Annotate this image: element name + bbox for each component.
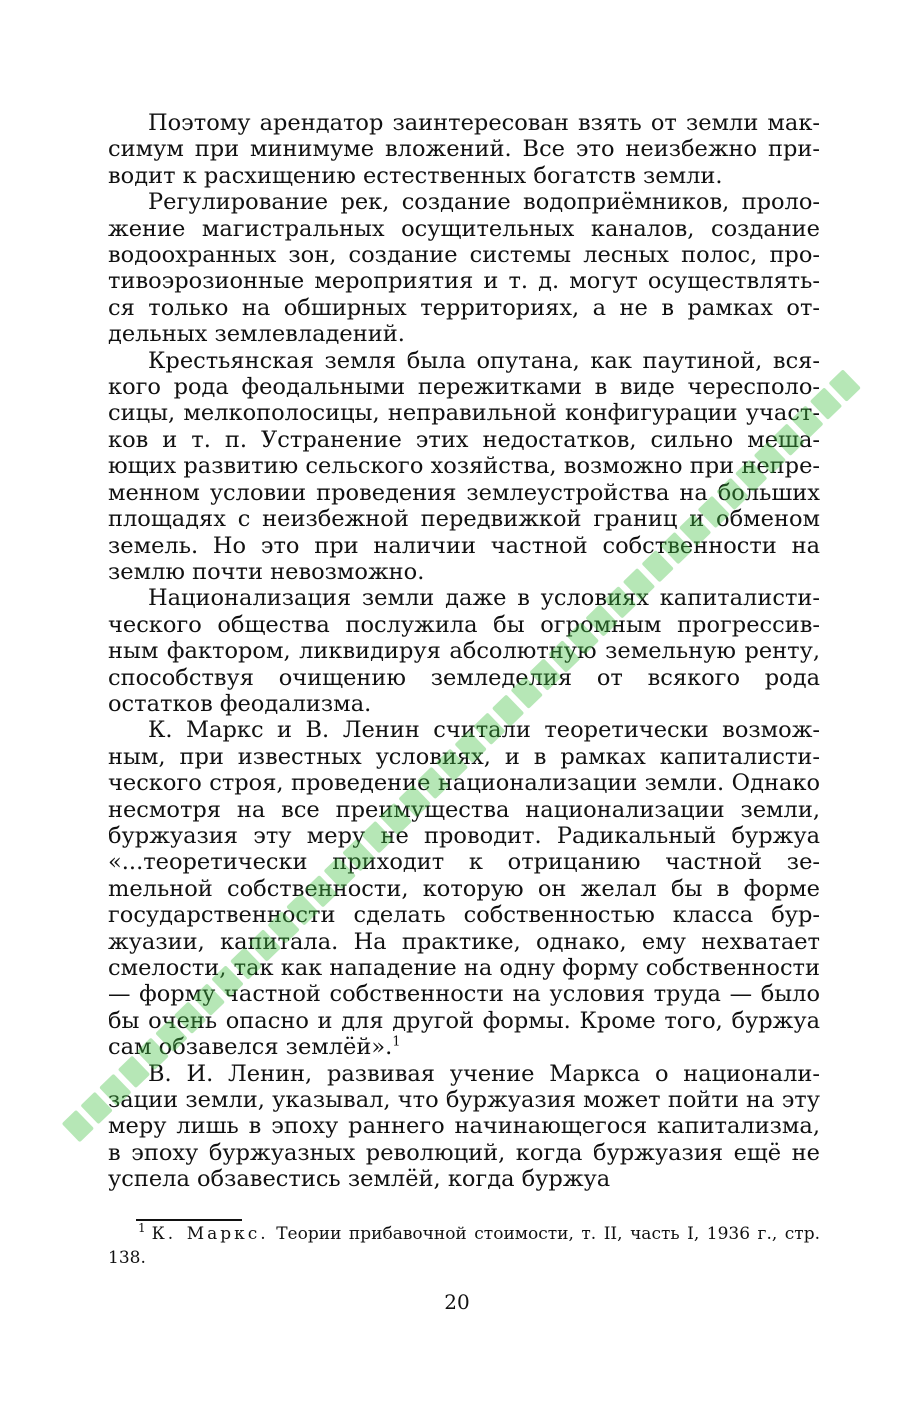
paragraph-4: Национализация земли даже в условиях капиталистического общества послужила бы огромным прогрессивным фактором, ликвидируя абсолютную земельную ренту, способствуя очищению земледелия от всякого рода остатков феодализма. [108,585,820,717]
footnote-author: К. Маркс. [151,1224,269,1244]
footnote-text: Теории прибавочной стоимости, т. II, часть I, 1936 г., стр. 138. [108,1224,820,1268]
watermark-segment [62,1110,94,1143]
footnote-divider [136,1219,242,1221]
footnote-mark: 1 [138,1221,146,1236]
footnote [108,1222,820,1270]
watermark-segment [829,369,861,402]
paragraph-3: Крестьянская земля была опутана, как паутиной, всякого рода феодальными пережитками в виде чересполосицы, мелкополосицы, неправильной конфигурации участков и т. п. Устранение этих недостатков, сильно мешающих развитию сельского хозяйства, возможно при непременном условии проведения землеустройства на больших площадях с неизбежной передвижкой границ и обменом земель. Но это при наличии частной собственности на землю почти невозможно. [108,347,820,585]
body-text [108,110,820,1193]
page-number: 20 [444,1290,470,1314]
paragraph-6: В. И. Ленин, развивая учение Маркса о национализации земли, указывал, что буржуазия может пойти на эту меру лишь в эпоху раннего начинающегося капитализма, в эпоху буржуазных революций, когда буржуазия ещё не успела обзавестись землёй, когда буржуа [108,1060,820,1193]
paragraph-2: Регулирование рек, создание водоприёмников, проложение магистральных осущительных каналов, создание водоохранных зон, создание системы лесных полос, противоэрозионные мероприятия и т. д. могут осуществляться только на обширных территориях, а не в рамках отдельных землевладений. [108,189,820,348]
paragraph-5-text: К. Маркс и В. Ленин считали теоретически возможным, при известных условиях, и в рамках капиталистического строя, проведение национализации земли. Однако несмотря на все преимущества национализации земли, буржуазия эту меру не проводит. Радикальный буржуа «...теоретически приходит к отрицанию частной зеmельной собственности, которую он желал бы в форме государственности сделать собственностью класса буржуазии, капитала. На практике, однако, ему нехватает смелости, так как нападение на одну форму собственности — форму частной собственности на условия труда — было бы очень опасно и для другой формы. Кроме того, буржуа сам обзавелся землёй». [108,717,820,1061]
footnote-reference: 1 [392,1034,401,1050]
paragraph-5 [108,717,820,1060]
paragraph-1: Поэтому арендатор заинтересован взять от земли максимум при минимуме вложений. Все это неизбежно приводит к расхищению естественных богатств земли. [108,110,820,189]
